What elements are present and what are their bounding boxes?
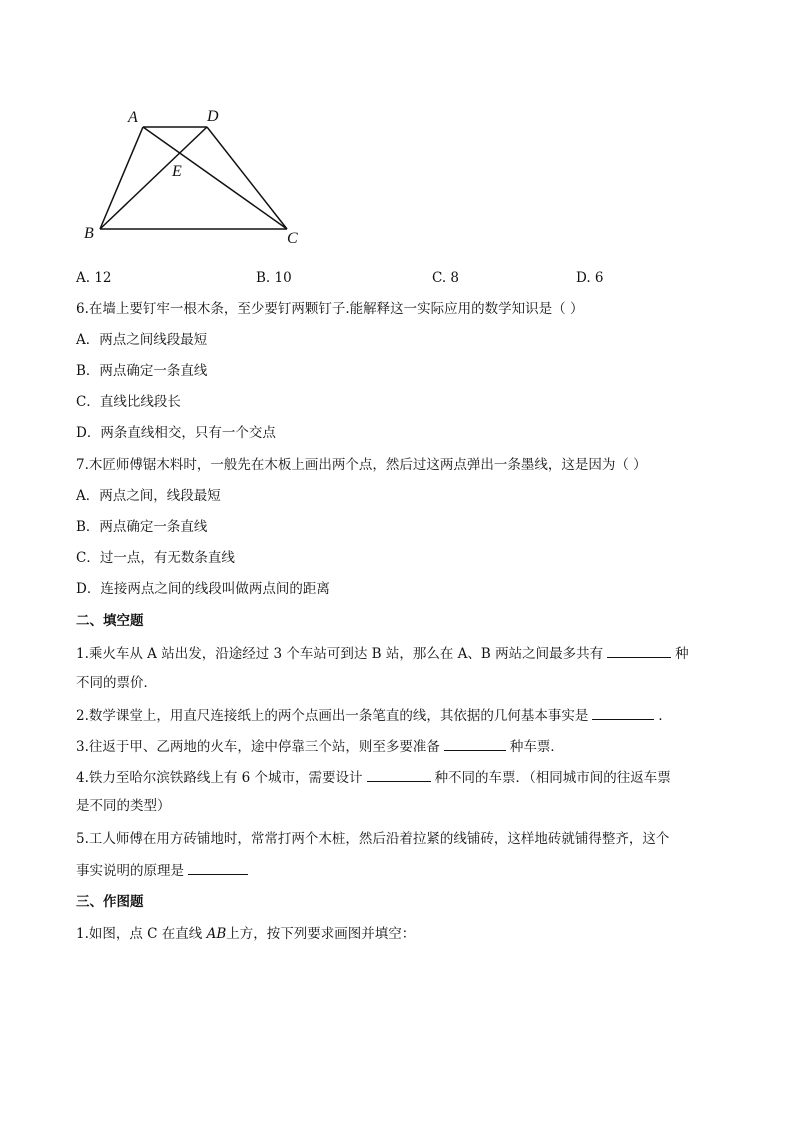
q7-option-d: D．连接两点之间的线段叫做两点间的距离 (76, 581, 330, 597)
label-d: D (207, 108, 219, 125)
fill-q3-text: 3.往返于甲、乙两地的火车，途中停靠三个站，则至多要准备 (76, 739, 440, 755)
draw-q1-line-ab: AB (206, 926, 227, 942)
answer-blank[interactable] (592, 705, 654, 720)
fill-q4-line1 (76, 767, 671, 787)
label-e: E (172, 163, 182, 180)
answer-blank[interactable] (444, 736, 506, 751)
fill-q2-text-end: ． (658, 708, 672, 724)
answer-blank[interactable] (607, 643, 671, 658)
section-drawing-title: 三、作图题 (76, 894, 144, 910)
q7-option-c: C．过一点，有无数条直线 (76, 550, 235, 566)
q6-stem: 6.在墙上要钉牢一根木条，至少要钉两颗钉子.能解释这一实际应用的数学知识是（ ） (76, 301, 584, 317)
fill-q5-text: 事实说明的原理是 (76, 863, 184, 879)
fill-q4-text-end: 种不同的车票．（相同城市间的往返车票 (434, 770, 671, 786)
fill-q4-line2: 是不同的类型） (76, 798, 171, 814)
q7-option-a: A．两点之间，线段最短 (76, 488, 221, 504)
label-b: B (84, 225, 94, 242)
fill-q5-line1: 5.工人师傅在用方砖铺地时，常常打两个木桩，然后沿着拉紧的线铺砖，这样地砖就铺得整齐，这个 (76, 831, 670, 847)
fill-q1-text: 1.乘火车从 A 站出发，沿途经过 3 个车站可到达 B 站，那么在 A、B 两站之间最多共有 (76, 646, 604, 662)
fill-q1-text-end: 种 (675, 646, 689, 662)
q7-option-b: B．两点确定一条直线 (76, 519, 208, 535)
segment-ab (100, 127, 143, 229)
segment-dc (207, 127, 287, 229)
draw-q1-text-end: 上方，按下列要求画图并填空： (226, 926, 416, 942)
fill-q4-text: 4.铁力至哈尔滨铁路线上有 6 个城市，需要设计 (76, 770, 363, 786)
answer-blank[interactable] (367, 767, 431, 782)
q6-option-c: C．直线比线段长 (76, 394, 181, 410)
answer-blank[interactable] (188, 860, 248, 875)
q5-option-d: D. 6 (576, 270, 604, 286)
q5-option-b: B. 10 (256, 270, 292, 286)
trapezoid-figure (76, 98, 316, 258)
draw-q1-text: 1.如图，点 C 在直线 (76, 926, 203, 942)
q7-stem: 7.木匠师傅锯木料时，一般先在木板上画出两个点，然后过这两点弹出一条墨线，这是因为（ ） (76, 457, 647, 473)
draw-q1 (76, 925, 415, 943)
fill-q2 (76, 705, 672, 725)
fill-q3 (76, 736, 564, 756)
q5-option-a: A. 12 (76, 270, 112, 286)
fill-q1-line2: 不同的票价． (76, 675, 157, 691)
q6-option-b: B．两点确定一条直线 (76, 363, 208, 379)
fill-q5-line2 (76, 860, 252, 880)
fill-q3-text-end: 种车票． (509, 739, 564, 755)
q6-option-a: A．两点之间线段最短 (76, 332, 208, 348)
diagonal-bd (100, 127, 207, 229)
q6-option-d: D．两条直线相交，只有一个交点 (76, 425, 276, 441)
fill-q1-line1 (76, 643, 689, 663)
label-a: A (128, 109, 138, 126)
label-c: C (287, 230, 298, 247)
section-fill-in-title: 二、填空题 (76, 613, 144, 629)
q5-option-c: C. 8 (432, 270, 460, 286)
fill-q2-text: 2.数学课堂上，用直尺连接纸上的两个点画出一条笔直的线，其依据的几何基本事实是 (76, 708, 589, 724)
diagonal-ac (143, 127, 287, 229)
